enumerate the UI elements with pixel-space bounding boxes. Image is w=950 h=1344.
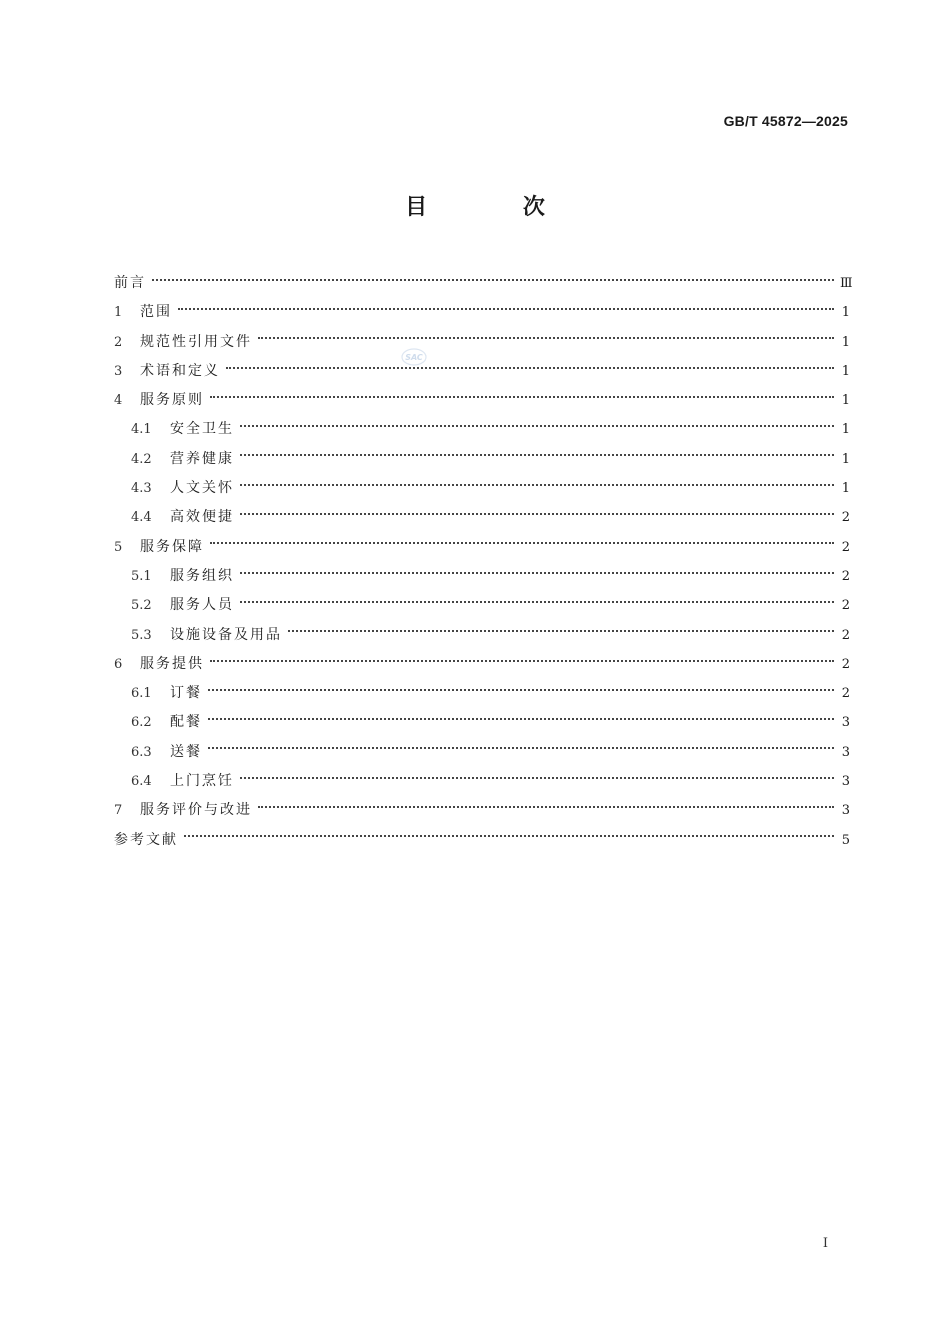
toc-entry-title: 订餐 (170, 685, 202, 702)
toc-entry-page: 3 (841, 715, 850, 731)
toc-dot-leader (210, 542, 834, 544)
toc-entry[interactable] (114, 269, 853, 298)
toc-entry-number: 4.2 (131, 451, 152, 467)
toc-entry-title: 上门烹饪 (170, 773, 234, 790)
toc-entry[interactable] (114, 415, 850, 444)
toc-entry-page: 2 (841, 568, 850, 584)
toc-entry[interactable] (114, 679, 850, 708)
toc-entry-page: 1 (841, 422, 850, 438)
toc-dot-leader (240, 454, 834, 456)
toc-entry[interactable] (114, 708, 850, 737)
toc-entry-title: 送餐 (170, 743, 202, 760)
toc-entry[interactable] (114, 650, 850, 679)
toc-entry[interactable] (114, 738, 850, 767)
toc-entry-page: Ⅲ (840, 276, 853, 291)
toc-entry-number: 6.3 (131, 744, 152, 760)
toc-entry[interactable] (114, 503, 850, 532)
toc-dot-leader (184, 835, 834, 837)
toc-entry-title: 参考文献 (114, 831, 178, 848)
toc-entry-page: 3 (841, 803, 850, 819)
toc-entry-page: 2 (841, 510, 850, 526)
standard-number: GB/T 45872—2025 (723, 113, 848, 129)
toc-dot-leader (240, 484, 834, 486)
toc-entry-page: 3 (841, 744, 850, 760)
toc-entry[interactable] (114, 445, 850, 474)
toc-dot-leader (208, 747, 834, 749)
toc-entry[interactable] (114, 826, 850, 855)
toc-dot-leader (240, 425, 834, 427)
toc-entry-number: 4.1 (131, 422, 152, 438)
toc-dot-leader (226, 367, 834, 369)
toc-entry-title: 服务提供 (140, 655, 204, 672)
toc-entry[interactable] (114, 767, 850, 796)
toc-entry[interactable] (114, 328, 850, 357)
toc-entry-title: 范围 (140, 304, 172, 321)
toc-dot-leader (208, 718, 834, 720)
toc-dot-leader (152, 279, 834, 281)
toc-entry-page: 1 (841, 334, 850, 350)
toc-entry-number: 2 (114, 334, 123, 350)
toc-dot-leader (208, 689, 834, 691)
toc-dot-leader (258, 806, 834, 808)
toc-entry-number: 6.4 (131, 774, 152, 790)
toc-entry-page: 2 (841, 598, 850, 614)
toc-entry-number: 5.3 (131, 627, 152, 643)
toc-dot-leader (240, 572, 834, 574)
toc-entry-title: 营养健康 (170, 450, 234, 467)
toc-entry[interactable] (114, 474, 850, 503)
toc-entry-title: 服务保障 (140, 538, 204, 555)
toc-entry-page: 2 (841, 627, 850, 643)
toc-entry-title: 配餐 (170, 714, 202, 731)
toc-entry-title: 服务组织 (170, 567, 234, 584)
toc-entry-number: 5.2 (131, 598, 152, 614)
toc-dot-leader (240, 601, 834, 603)
toc-entry-title: 高效便捷 (170, 509, 234, 526)
toc-entry-number: 4.3 (131, 481, 152, 497)
toc-dot-leader (210, 396, 834, 398)
toc-entry[interactable] (114, 621, 850, 650)
toc-entry-number: 5.1 (131, 568, 152, 584)
toc-entry-page: 2 (841, 686, 850, 702)
toc-dot-leader (240, 777, 834, 779)
toc-dot-leader (258, 337, 834, 339)
toc-entry-title: 规范性引用文件 (140, 333, 252, 350)
toc-entry-title: 设施设备及用品 (170, 626, 282, 643)
toc-title: 目 次 (405, 195, 589, 220)
toc-entry-page: 1 (841, 363, 850, 379)
toc-entry-number: 3 (114, 363, 123, 379)
toc-entry-title: 前言 (114, 275, 146, 291)
toc-dot-leader (178, 308, 834, 310)
toc-entry-number: 5 (114, 539, 123, 555)
table-of-contents (114, 269, 853, 855)
toc-entry-page: 3 (841, 774, 850, 790)
toc-entry[interactable] (114, 796, 850, 825)
page-number: I (822, 1236, 828, 1251)
toc-entry-number: 6 (114, 656, 123, 672)
toc-entry-title: 服务人员 (170, 597, 234, 614)
toc-entry[interactable] (114, 386, 850, 415)
toc-entry-number: 6.2 (131, 715, 152, 731)
toc-entry-number: 1 (114, 305, 123, 321)
toc-entry-title: 安全卫生 (170, 421, 234, 438)
toc-entry-title: 服务评价与改进 (140, 802, 252, 819)
toc-entry-page: 5 (841, 832, 850, 848)
toc-entry-number: 4.4 (131, 510, 152, 526)
toc-entry-title: 术语和定义 (140, 362, 220, 379)
toc-entry-page: 2 (841, 656, 850, 672)
toc-entry-number: 7 (114, 803, 123, 819)
toc-entry[interactable] (114, 562, 850, 591)
toc-dot-leader (240, 513, 834, 515)
toc-entry-number: 6.1 (131, 686, 152, 702)
toc-entry-page: 1 (841, 481, 850, 497)
toc-entry[interactable] (114, 533, 850, 562)
toc-entry-page: 2 (841, 539, 850, 555)
toc-entry-page: 1 (841, 305, 850, 321)
toc-entry[interactable] (114, 298, 850, 327)
toc-entry-number: 4 (114, 393, 123, 409)
toc-entry[interactable] (114, 357, 850, 386)
toc-entry[interactable] (114, 591, 850, 620)
svg-text:SAC: SAC (405, 353, 423, 362)
toc-entry-page: 1 (841, 451, 850, 467)
toc-entry-title: 人文关怀 (170, 480, 234, 497)
toc-dot-leader (210, 660, 834, 662)
toc-entry-page: 1 (841, 393, 850, 409)
toc-entry-title: 服务原则 (140, 392, 204, 409)
toc-dot-leader (288, 630, 834, 632)
